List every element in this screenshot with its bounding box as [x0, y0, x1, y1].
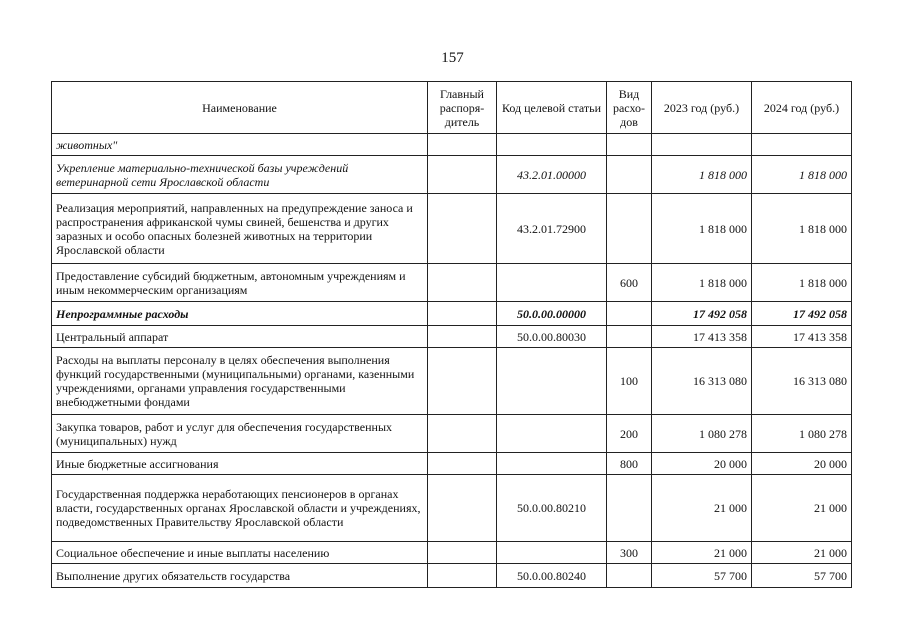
- cell-2023: 21 000: [652, 542, 752, 564]
- cell-kind: [607, 326, 652, 348]
- cell-name: Центральный аппарат: [52, 326, 428, 348]
- cell-2024: 1 818 000: [752, 264, 852, 302]
- cell-admin: [428, 156, 497, 194]
- cell-2024: [752, 134, 852, 156]
- cell-kind: [607, 134, 652, 156]
- cell-kind: [607, 475, 652, 542]
- table-row: [52, 564, 852, 588]
- cell-name: Реализация мероприятий, направленных на предупреждение заноса и распространения африканской чумы свиней, бешенства и других заразных и особо опасных болезней животных на территории Ярославской области: [52, 194, 428, 264]
- cell-2024: 17 413 358: [752, 326, 852, 348]
- cell-2023: 57 700: [652, 564, 752, 588]
- cell-admin: [428, 302, 497, 326]
- cell-kind: 600: [607, 264, 652, 302]
- table-row: [52, 134, 852, 156]
- cell-admin: [428, 326, 497, 348]
- table-row: [52, 326, 852, 348]
- header-admin: Главный распоря-дитель: [428, 82, 497, 134]
- cell-2024: 1 818 000: [752, 156, 852, 194]
- cell-admin: [428, 348, 497, 415]
- cell-code: [497, 264, 607, 302]
- table-row: [52, 348, 852, 415]
- cell-code: [497, 415, 607, 453]
- table-row: [52, 194, 852, 264]
- cell-name: Предоставление субсидий бюджетным, автономным учреждениям и иным некоммерческим организациям: [52, 264, 428, 302]
- header-2024: 2024 год (руб.): [752, 82, 852, 134]
- cell-name: животных": [52, 134, 428, 156]
- header-row: [52, 82, 852, 134]
- cell-kind: [607, 302, 652, 326]
- cell-2024: 21 000: [752, 542, 852, 564]
- table-row: [52, 264, 852, 302]
- cell-code: 50.0.00.00000: [497, 302, 607, 326]
- cell-name: Иные бюджетные ассигнования: [52, 453, 428, 475]
- cell-code: [497, 348, 607, 415]
- cell-code: 43.2.01.00000: [497, 156, 607, 194]
- cell-kind: 200: [607, 415, 652, 453]
- cell-code: 43.2.01.72900: [497, 194, 607, 264]
- cell-code: [497, 542, 607, 564]
- cell-code: 50.0.00.80240: [497, 564, 607, 588]
- header-name: Наименование: [52, 82, 428, 134]
- cell-name: Непрограммные расходы: [52, 302, 428, 326]
- cell-code: 50.0.00.80210: [497, 475, 607, 542]
- cell-admin: [428, 564, 497, 588]
- cell-kind: [607, 564, 652, 588]
- cell-2023: 16 313 080: [652, 348, 752, 415]
- cell-admin: [428, 542, 497, 564]
- table-row: [52, 475, 852, 542]
- cell-admin: [428, 194, 497, 264]
- cell-kind: 800: [607, 453, 652, 475]
- cell-code: 50.0.00.80030: [497, 326, 607, 348]
- cell-2023: 1 080 278: [652, 415, 752, 453]
- cell-2023: 17 413 358: [652, 326, 752, 348]
- cell-2023: [652, 134, 752, 156]
- cell-2024: 21 000: [752, 475, 852, 542]
- cell-2023: 1 818 000: [652, 264, 752, 302]
- table-row: [52, 156, 852, 194]
- cell-admin: [428, 415, 497, 453]
- budget-table: [51, 81, 852, 588]
- cell-kind: 100: [607, 348, 652, 415]
- cell-name: Укрепление материально-технической базы учреждений ветеринарной сети Ярославской области: [52, 156, 428, 194]
- page-number: 157: [441, 50, 464, 66]
- cell-name: Государственная поддержка неработающих пенсионеров в органах власти, государственных органах Ярославской области и учреждениях, подведомственных Правительству Ярославской области: [52, 475, 428, 542]
- header-2023: 2023 год (руб.): [652, 82, 752, 134]
- cell-admin: [428, 475, 497, 542]
- cell-admin: [428, 264, 497, 302]
- cell-2023: 1 818 000: [652, 194, 752, 264]
- cell-2023: 20 000: [652, 453, 752, 475]
- table-row: [52, 415, 852, 453]
- header-kind: Вид расхо-дов: [607, 82, 652, 134]
- cell-admin: [428, 134, 497, 156]
- table-row: [52, 542, 852, 564]
- cell-2023: 21 000: [652, 475, 752, 542]
- cell-kind: [607, 156, 652, 194]
- cell-2024: 57 700: [752, 564, 852, 588]
- table-row: [52, 453, 852, 475]
- cell-code: [497, 453, 607, 475]
- cell-name: Расходы на выплаты персоналу в целях обеспечения выполнения функций государственными (муниципальными) органами, казенными учреждениями, органами управления государственными внебюджетными фондами: [52, 348, 428, 415]
- cell-2024: 16 313 080: [752, 348, 852, 415]
- cell-kind: [607, 194, 652, 264]
- cell-2023: 1 818 000: [652, 156, 752, 194]
- cell-code: [497, 134, 607, 156]
- header-code: Код целевой статьи: [497, 82, 607, 134]
- cell-admin: [428, 453, 497, 475]
- table-row: [52, 302, 852, 326]
- cell-2024: 20 000: [752, 453, 852, 475]
- cell-2024: 1 080 278: [752, 415, 852, 453]
- cell-2024: 1 818 000: [752, 194, 852, 264]
- cell-name: Социальное обеспечение и иные выплаты населению: [52, 542, 428, 564]
- cell-kind: 300: [607, 542, 652, 564]
- cell-name: Выполнение других обязательств государства: [52, 564, 428, 588]
- cell-name: Закупка товаров, работ и услуг для обеспечения государственных (муниципальных) нужд: [52, 415, 428, 453]
- cell-2023: 17 492 058: [652, 302, 752, 326]
- cell-2024: 17 492 058: [752, 302, 852, 326]
